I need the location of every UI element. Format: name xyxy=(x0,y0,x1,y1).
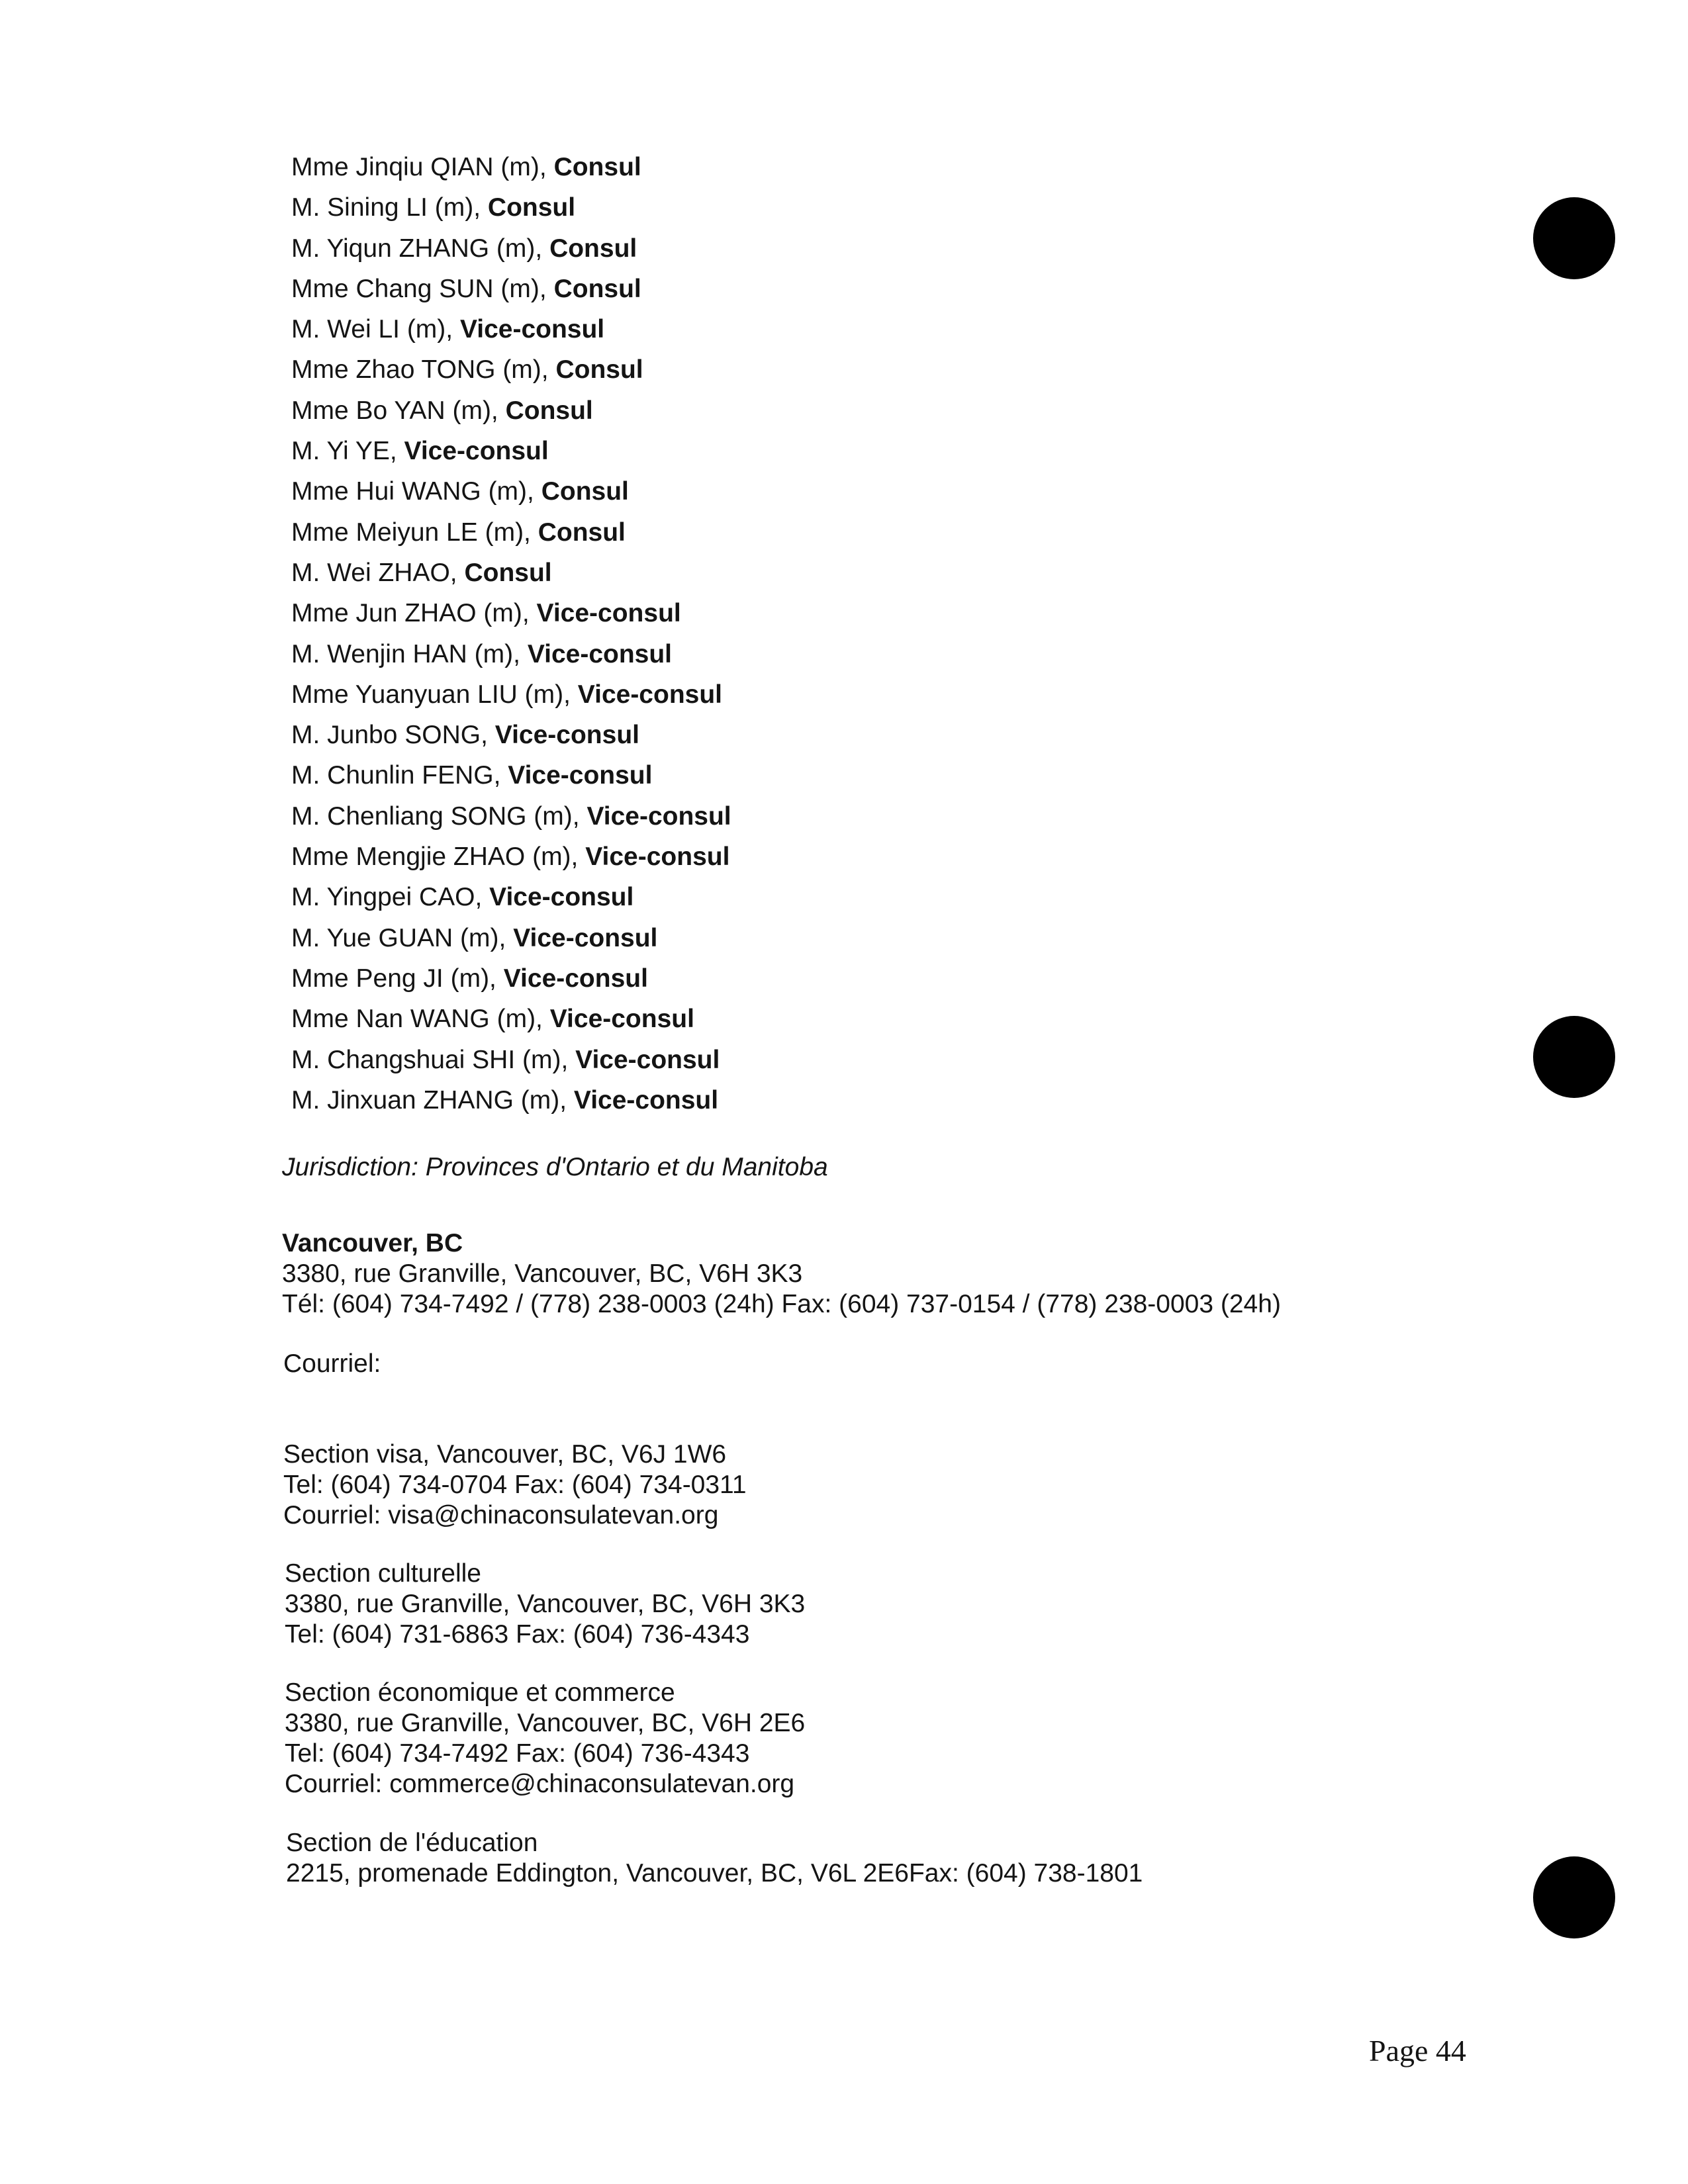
staff-name: Mme Peng JI (m), xyxy=(291,964,504,993)
staff-entry xyxy=(291,147,731,187)
staff-list xyxy=(291,147,731,1120)
visa-section-phone: Tel: (604) 734-0704 Fax: (604) 734-0311 xyxy=(283,1471,747,1499)
staff-name: Mme Zhao TONG (m), xyxy=(291,355,556,385)
staff-title: Vice-consul xyxy=(404,437,549,466)
staff-title: Vice-consul xyxy=(459,315,605,344)
visa-section-email: Courriel: visa@chinaconsulatevan.org xyxy=(283,1501,719,1529)
staff-name: Mme Mengjie ZHAO (m), xyxy=(291,842,586,872)
staff-entry xyxy=(291,269,731,309)
consulate-address: 3380, rue Granville, Vancouver, BC, V6H 3K3 xyxy=(282,1259,803,1288)
staff-entry xyxy=(291,390,731,431)
staff-title: Vice-consul xyxy=(494,721,639,750)
staff-entry xyxy=(291,1080,731,1120)
staff-title: Consul xyxy=(553,153,641,181)
staff-name: M. Yi YE, xyxy=(291,437,404,466)
staff-name: M. Changshuai SHI (m), xyxy=(291,1045,576,1074)
consulate-phone-fax: Tél: (604) 734-7492 / (778) 238-0003 (24h) Fax: (604) 737-0154 / (778) 238-0003 (24h) xyxy=(282,1290,1281,1318)
economic-section-address: 3380, rue Granville, Vancouver, BC, V6H 2E6 xyxy=(285,1709,806,1737)
page-number: Page 44 xyxy=(1369,2034,1466,2068)
cultural-section-phone: Tel: (604) 731-6863 Fax: (604) 736-4343 xyxy=(285,1620,750,1649)
staff-name: M. Wei ZHAO, xyxy=(291,558,465,587)
staff-title: Vice-consul xyxy=(536,599,681,628)
staff-title: Vice-consul xyxy=(508,761,653,790)
staff-title: Consul xyxy=(538,518,626,547)
staff-title: Vice-consul xyxy=(489,883,634,912)
staff-entry xyxy=(291,837,731,877)
email-label-block xyxy=(283,1349,381,1379)
staff-title: Vice-consul xyxy=(573,1085,719,1115)
staff-name: Mme Nan WANG (m), xyxy=(291,1005,550,1034)
staff-name: M. Jinxuan ZHANG (m), xyxy=(291,1085,574,1115)
email-label: Courriel: xyxy=(283,1349,381,1378)
staff-title: Consul xyxy=(553,274,641,303)
staff-title: Consul xyxy=(487,193,576,222)
vancouver-consulate-block xyxy=(282,1228,1281,1320)
staff-name: M. Sining LI (m), xyxy=(291,193,488,222)
staff-entry xyxy=(291,674,731,715)
economic-section-email: Courriel: commerce@chinaconsulatevan.org xyxy=(285,1770,795,1798)
staff-entry xyxy=(291,958,731,999)
staff-entry xyxy=(291,715,731,755)
staff-entry xyxy=(291,634,731,674)
staff-name: M. Junbo SONG, xyxy=(291,721,495,750)
cultural-section-title: Section culturelle xyxy=(285,1559,481,1588)
education-section-title: Section de l'éducation xyxy=(286,1829,538,1857)
staff-name: Mme Jun ZHAO (m), xyxy=(291,599,537,628)
staff-name: Mme Chang SUN (m), xyxy=(291,274,554,303)
staff-title: Consul xyxy=(549,234,637,263)
staff-entry xyxy=(291,999,731,1039)
staff-name: Mme Bo YAN (m), xyxy=(291,396,506,425)
staff-entry xyxy=(291,187,731,228)
binder-hole-bottom xyxy=(1533,1856,1615,1938)
staff-title: Vice-consul xyxy=(585,842,730,872)
city-heading: Vancouver, BC xyxy=(282,1229,463,1257)
cultural-section xyxy=(285,1559,805,1650)
jurisdiction-note: Jurisdiction: Provinces d'Ontario et du Manitoba xyxy=(282,1153,828,1181)
staff-name: Mme Meiyun LE (m), xyxy=(291,518,538,547)
staff-title: Consul xyxy=(464,558,552,587)
staff-entry xyxy=(291,349,731,390)
staff-entry xyxy=(291,471,731,512)
staff-name: M. Yiqun ZHANG (m), xyxy=(291,234,550,263)
binder-hole-top xyxy=(1533,197,1615,279)
binder-hole-middle xyxy=(1533,1016,1615,1098)
staff-name: M. Wei LI (m), xyxy=(291,315,460,344)
staff-entry xyxy=(291,593,731,633)
staff-title: Vice-consul xyxy=(503,964,648,993)
staff-title: Vice-consul xyxy=(527,639,673,668)
staff-name: M. Yingpei CAO, xyxy=(291,883,490,912)
staff-name: M. Yue GUAN (m), xyxy=(291,923,514,952)
economic-section-phone: Tel: (604) 734-7492 Fax: (604) 736-4343 xyxy=(285,1739,750,1768)
staff-name: M. Wenjin HAN (m), xyxy=(291,639,528,668)
staff-entry xyxy=(291,309,731,349)
staff-title: Vice-consul xyxy=(575,1045,720,1074)
staff-title: Vice-consul xyxy=(577,680,722,709)
staff-title: Consul xyxy=(505,396,593,425)
staff-entry xyxy=(291,877,731,917)
staff-name: M. Chunlin FENG, xyxy=(291,761,508,790)
staff-entry xyxy=(291,512,731,553)
staff-name: Mme Hui WANG (m), xyxy=(291,477,541,506)
staff-entry xyxy=(291,228,731,269)
cultural-section-address: 3380, rue Granville, Vancouver, BC, V6H 3K3 xyxy=(285,1590,806,1618)
staff-title: Consul xyxy=(555,355,643,385)
staff-title: Vice-consul xyxy=(549,1005,694,1034)
staff-entry xyxy=(291,918,731,958)
economic-section xyxy=(285,1678,805,1799)
staff-name: Mme Jinqiu QIAN (m), xyxy=(291,153,554,181)
staff-title: Vice-consul xyxy=(586,801,731,831)
economic-section-title: Section économique et commerce xyxy=(285,1678,675,1707)
staff-entry xyxy=(291,755,731,796)
staff-entry xyxy=(291,796,731,837)
staff-title: Vice-consul xyxy=(513,923,658,952)
education-section xyxy=(286,1828,1143,1889)
visa-section xyxy=(283,1439,747,1531)
staff-name: M. Chenliang SONG (m), xyxy=(291,801,587,831)
staff-entry xyxy=(291,553,731,593)
education-section-address: 2215, promenade Eddington, Vancouver, BC, V6L 2E6Fax: (604) 738-1801 xyxy=(286,1859,1143,1888)
visa-section-title: Section visa, Vancouver, BC, V6J 1W6 xyxy=(283,1440,727,1469)
staff-title: Consul xyxy=(541,477,629,506)
staff-entry xyxy=(291,431,731,471)
staff-entry xyxy=(291,1040,731,1080)
staff-name: Mme Yuanyuan LIU (m), xyxy=(291,680,578,709)
